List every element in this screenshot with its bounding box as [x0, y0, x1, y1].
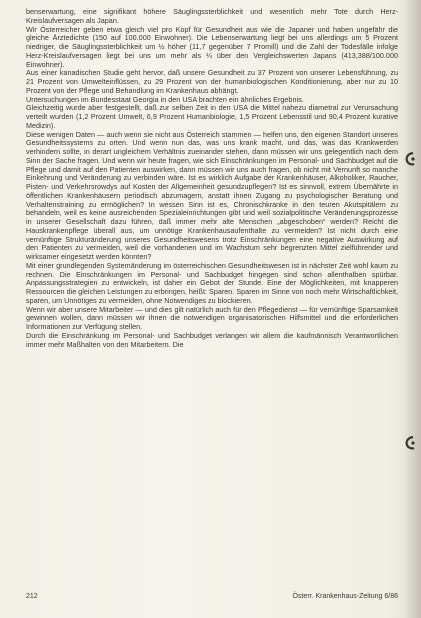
page-edge-shadow [403, 0, 421, 618]
paragraph: benserwartung, eine signifikant höhere Säuglingssterblichkeit und wesentlich mehr Tote durch Herz-Kreislaufversagen als Japan. [26, 7, 398, 25]
paragraph: Aus einer kanadischen Studie geht hervor, daß unsere Gesundheit zu 37 Prozent von unserer Lebensführung, zu 21 Prozent von Umwelteinflüssen, zu 29 Prozent von der humanbiologischen Konditionierung, aber nur zu 10 Prozent von der Pflege und Behandlung im Krankenhaus abhängt. [26, 68, 398, 95]
paragraph: Gleichzeitig wurde aber festgestellt, daß zur selben Zeit in den USA die Mittel nahezu diametral zur Verursachung verteilt wurden (1,2 Prozent Umwelt, 6,9 Prozent Humanbiologie, 1,5 Prozent Lebensstil und 90,4 Prozent kurative Medizin). [26, 103, 398, 130]
binder-clip-icon [405, 436, 415, 450]
paragraph: Durch die Einschränkung im Personal- und Sachbudget verlangen wir allem die kaufmännisch Verantwortlichen immer mehr Maßhalten von den Mitarbeitern. Die [26, 330, 398, 349]
paragraph: Untersuchungen im Bundesstaat Georgia in den USA brachten ein ähnliches Ergebnis. [26, 94, 304, 104]
paragraph: Diese wenigen Daten — auch wenn sie nicht aus Österreich stammen — helfen uns, den eigenen Standort unseres Gesundheitssystems zu orten. Und wenn nun das, was uns krank macht, und das, was das Krankwerden verhindern sollte, in derart ungleichem Verhältnis zueinander stehen, dann müssen wir uns gelegentlich nach dem Sinn der Sache fragen. Und wenn wir heute fragen, wie sich Einschränkungen im Personal- und Sachbudget auf die Pflege und damit auf den Patienten auswirken, dann müssen wir uns auch fragen, ob nicht mit Vernunft so manche Einkehrung und Veränderung zu verbinden wäre. Ist es wirklich Aufgabe der Krankenhäuser, Alkoholiker, Raucher, Pisten- und Verkehrsrowdys auf Kosten der Allgemeinheit gesundzupflegen? Ist es sinnvoll, extrem Übernährte in öffentlichen Krankenhäusern periodisch abzumagern, anstatt ihnen Zugang zu psychologischer Beratung und Verhaltenstraining zu ermöglichen? In wessen Sinn ist es, Chronischkranke in den teuren Akutspitälern zu behandeln, weil es keine ausreichenden Spezialeinrichtungen gibt und weil sozialpolitische Veränderungsprozesse in unserer Gesellschaft dazu führen, daß immer mehr alte Menschen „abgeschoben“ werden? Reicht die Hauskrankenpflege überall aus, um unnötige Krankenhausaufenthalte zu vermeiden? Ist nicht durch eine vernünftige Strukturänderung unseres Gesundheitswesens trotz Einschränkungen eine negative Auswirkung auf den Patienten zu vermeiden, weil die vorhandenen und im Wachstum sehr begrenzten Mittel zielführender und wirksamer eingesetzt werden könnten? [26, 129, 398, 261]
binder-clip-icon [405, 152, 415, 166]
paragraph: Wenn wir aber unsere Mitarbeiter — und dies gilt natürlich auch für den Pflegedienst — für vernünftige Sparsamkeit gewinnen wollen, dann müssen wir ihnen die notwendigen organisatorischen Hilfsmittel und die erforderlichen Informationen zur Verfügung stellen. [26, 304, 398, 331]
journal-reference: Österr. Krankenhaus-Zeitung 6/86 [292, 593, 398, 600]
page-footer [26, 593, 398, 600]
body-text [26, 8, 398, 349]
page-number: 212 [26, 593, 38, 600]
paragraph: Mit einer grundlegenden Systemänderung im österreichischen Gesundheitswesen ist in nächster Zeit wohl kaum zu rechnen. Die Einschränkungen im Personal- und Sachbudget hingegen sind schon allenthalben spürbar. Anpassungsstrategien zu entwickeln, ist daher ein Gebot der Stunde. Eine der Möglichkeiten, mit knapperen Ressourcen die gleichen Leistungen zu erbringen, heißt: Sparen. Sparen im Sinne von noch mehr Wirtschaftlichkeit, sparen, um Unnötiges zu vermeiden, ohne Notwendiges zu blockieren. [26, 260, 398, 305]
paragraph: Wir Österreicher geben etwa gleich viel pro Kopf für Gesundheit aus wie die Japaner und haben ungefähr die gleiche Ärztedichte (150 auf 100.000 Einwohner). Die Lebenserwartung liegt bei uns allerdings um 5 Prozent niedriger, die Säuglingssterblichkeit um ½ höher (11,7 gegenüber 7 Promill) und die Zahl der Todesfälle infolge Herz-Kreislaufversagen liegt bei uns um mehr als ¼ über den Vergleichswerten Japans (413,388/100.000 Einwohner). [26, 24, 398, 69]
